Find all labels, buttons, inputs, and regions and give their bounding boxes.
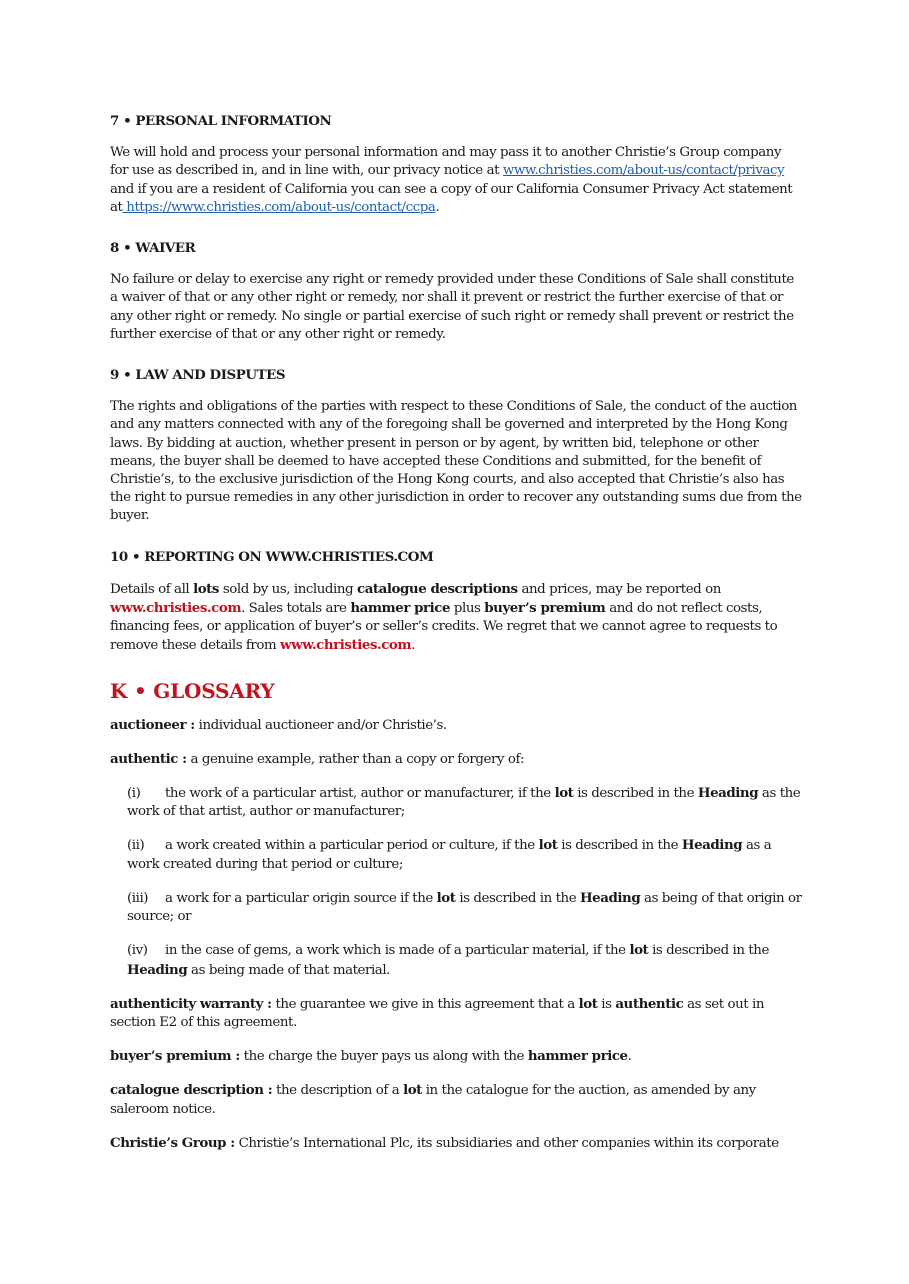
section-7-body: We will hold and process your personal information and may pass it to another Christie’s Group company for use as described in, and in line with, our privacy notice at www.christies.com/about-us/contact/privacy and if you are a resident of California you can see a copy of our California Consumer Privacy Act statement at https://www.christies.com/about-us/contact/ccpa.	[110, 145, 793, 215]
section-10-body: Details of all lots sold by us, including catalogue descriptions and prices, may be reported on www.christies.com. Sales totals are hammer price plus buyer’s premium and do not reflect costs, financing fees, or application of buyer’s or seller’s credits. We regret that we cannot agree to requests to remove these details from www.christies.com.	[110, 580, 778, 654]
section-7-heading: 7 • PERSONAL INFORMATION	[110, 113, 332, 129]
ccpa-statement-link[interactable]: https://www.christies.com/about-us/contact/ccpa	[122, 199, 436, 215]
authentic-clause-iii: (iii) a work for a particular origin source if the lot is described in the Heading as being of that origin or source; or	[127, 889, 802, 925]
glossary-entry-auctioneer: auctioneer : individual auctioneer and/or Christie’s.	[110, 716, 447, 733]
glossary-entry-buyers-premium: buyer’s premium : the charge the buyer pays us along with the hammer price.	[110, 1048, 632, 1065]
glossary-entry-christies-group: Christie’s Group : Christie’s International Plc, its subsidiaries and other companies within its corporate	[110, 1134, 779, 1151]
section-9-heading: 9 • LAW AND DISPUTES	[110, 367, 286, 384]
privacy-notice-link[interactable]: www.christies.com/about-us/contact/privacy	[502, 163, 785, 179]
authentic-clause-iv: (iv) in the case of gems, a work which is made of a particular material, if the lot is described in the Heading as being made of that material.	[127, 942, 769, 978]
section-10-heading: 10 • REPORTING ON WWW.CHRISTIES.COM	[110, 548, 434, 565]
section-8-heading: 8 • WAIVER	[110, 240, 196, 257]
glossary-heading: K • GLOSSARY	[110, 678, 275, 703]
authentic-clause-ii: (ii) a work created within a particular period or culture, if the lot is described in the Heading as a work created during that period or culture;	[127, 837, 772, 872]
section-8-body: No failure or delay to exercise any right or remedy provided under these Conditions of Sale shall constitute a waiver of that or any other right or remedy, nor shall it prevent or restrict the further exercise of that or any other right or remedy. No single or partial exercise of such right or remedy shall prevent or restrict the further exercise of that or any other right or remedy.	[110, 272, 794, 342]
authentic-clause-i: (i) the work of a particular artist, author or manufacturer, if the lot is described in the Heading as the work of that artist, author or manufacturer;	[127, 785, 801, 820]
christies-website-link-2[interactable]: www.christies.com	[280, 637, 412, 654]
document-content	[110, 112, 802, 1168]
section-9-body: The rights and obligations of the parties with respect to these Conditions of Sale, the conduct of the auction and any matters connected with any of the foregoing shall be governed and interpreted by the Hong Kong laws. By bidding at auction, whether present in person or by agent, by written bid, telephone or other means, the buyer shall be deemed to have accepted these Conditions and submitted, for the benefit of Christie’s, to the exclusive jurisdiction of the Hong Kong courts, and also accepted that Christie’s also has the right to pursue remedies in any other jurisdiction in order to recover any outstanding sums due from the buyer.	[110, 399, 802, 524]
glossary-entry-authenticity-warranty: authenticity warranty : the guarantee we give in this agreement that a lot is authentic as set out in section E2 of this agreement.	[110, 995, 765, 1030]
christies-website-link[interactable]: www.christies.com	[110, 600, 242, 617]
glossary-entry-catalogue-description: catalogue description : the description of a lot in the catalogue for the auction, as amended by any saleroom notice.	[110, 1082, 756, 1117]
glossary-entry-authentic: authentic : a genuine example, rather than a copy or forgery of:	[110, 750, 525, 767]
